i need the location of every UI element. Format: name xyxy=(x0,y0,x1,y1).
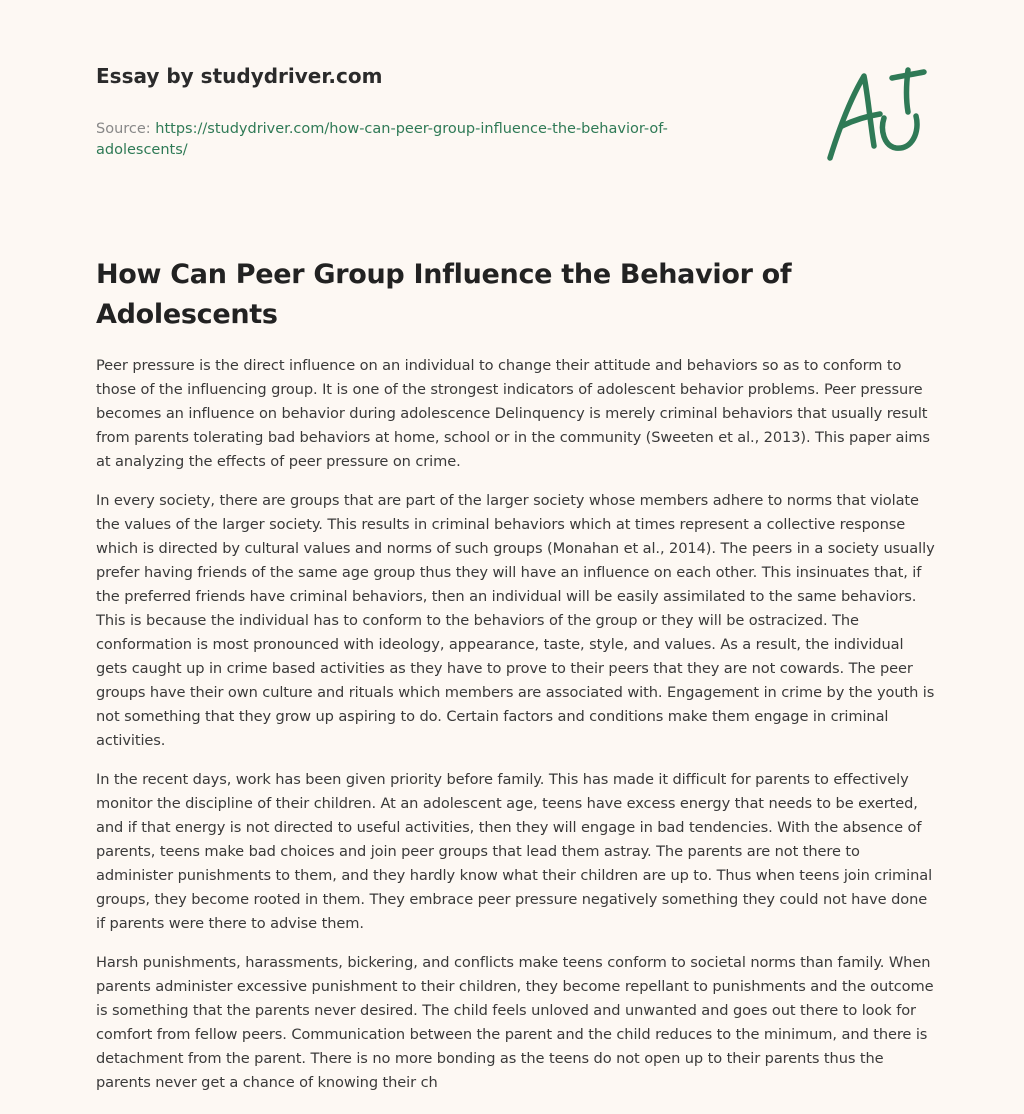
essay-body xyxy=(96,354,936,1110)
essay-paragraph: In every society, there are groups that are part of the larger society whose members adhere to norms that violate the values of the larger society. This results in criminal behaviors which at times represent a collective response which is directed by cultural values and norms of such groups (Monahan et al., 2014). The peers in a society usually prefer having friends of the same age group thus they will have an influence on each other. This insinuates that, if the preferred friends have criminal behaviors, then an individual will be easily assimilated to the same behaviors. This is because the individual has to conform to the behaviors of the group or they will be ostracized. The conformation is most pronounced with ideology, appearance, taste, style, and values. As a result, the individual gets caught up in crime based activities as they have to prove to their peers that they are not cowards. The peer groups have their own culture and rituals which members are associated with. Engagement in crime by the youth is not something that they grow up aspiring to do. Certain factors and conditions make them engage in criminal activities. xyxy=(96,492,935,749)
header xyxy=(96,64,736,161)
essay-paragraph: Peer pressure is the direct influence on an individual to change their attitude and behaviors so as to conform to those of the influencing group. It is one of the strongest indicators of adolescent behavior problems. Peer pressure becomes an influence on behavior during adolescence Delinquency is merely criminal behaviors that usually result from parents tolerating bad behaviors at home, school or in the community (Sweeten et al., 2013). This paper aims at analyzing the effects of peer pressure on crime. xyxy=(96,357,930,470)
essay-title: How Can Peer Group Influence the Behavior of Adolescents xyxy=(96,259,792,330)
essay-paragraph: Harsh punishments, harassments, bickering, and conflicts make teens conform to societal norms than family. When parents administer excessive punishment to their children, they become repellant to punishments and the outcome is something that the parents never desired. The child feels unloved and unwanted and goes out there to look for comfort from fellow peers. Communication between the parent and the child reduces to the minimum, and there is detachment from the parent. There is no more bonding as the teens do not open up to their parents thus the parents never get a chance of knowing their ch xyxy=(96,954,934,1091)
brand-title: Essay by studydriver.com xyxy=(96,64,383,88)
source-label: Source: xyxy=(96,121,156,137)
source-link[interactable]: https://studydriver.com/how-can-peer-group-influence-the-behavior-of-adolescents/ xyxy=(96,121,668,158)
a-plus-logo-icon xyxy=(820,66,930,166)
essay-paragraph: In the recent days, work has been given priority before family. This has made it difficult for parents to effectively monitor the discipline of their children. At an adolescent age, teens have excess energy that needs to be exerted, and if that energy is not directed to useful activities, then they will engage in bad tendencies. With the absence of parents, teens make bad choices and join peer groups that lead them astray. The parents are not there to administer punishments to them, and they hardly know what their children are up to. Thus when teens join criminal groups, they become rooted in them. They embrace peer pressure negatively something they could not have done if parents were there to advise them. xyxy=(96,771,933,932)
source-line xyxy=(96,119,736,161)
